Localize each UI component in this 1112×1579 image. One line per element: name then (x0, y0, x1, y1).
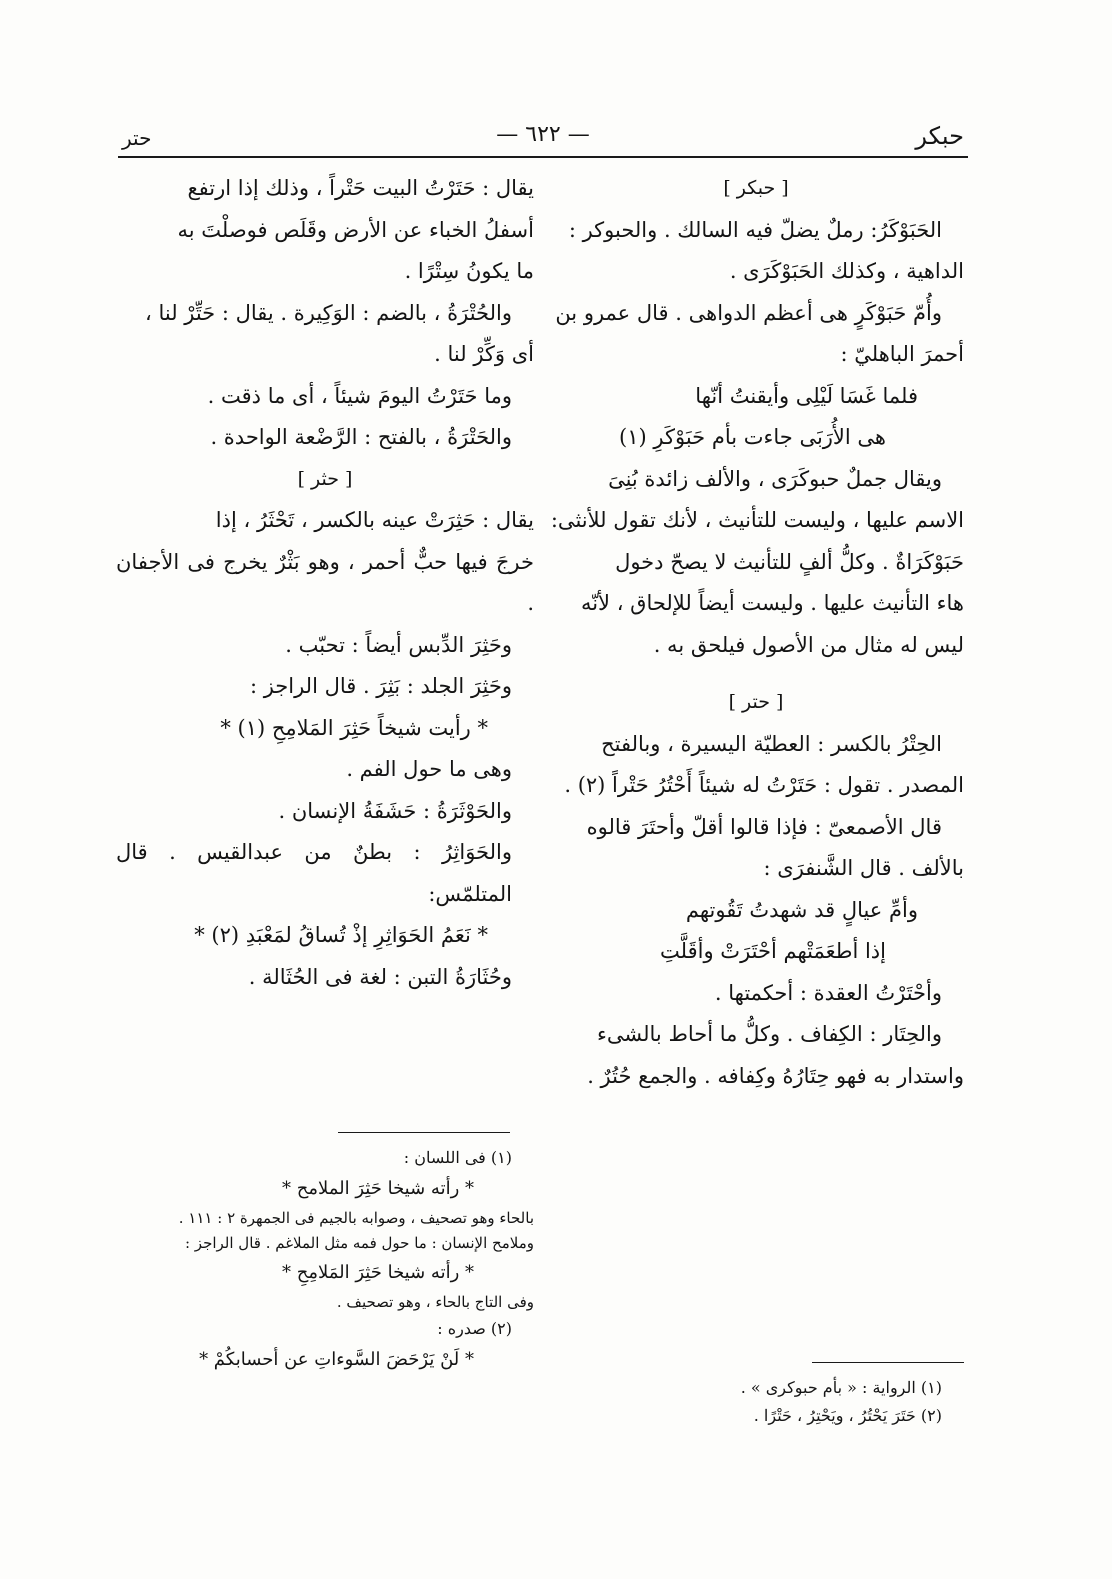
text-line: والحَتْرَةُ ، بالفتح : الرَّضْعة الواحدة . (210, 425, 512, 449)
text-line: وحَثِرَ الدِّبس أيضاً : تحبّب . (285, 632, 512, 657)
verse-line: * نَعَمُ الحَوَاثِرِ إذْ تُساقُ لمَعْبَدِ (٢) * (194, 923, 488, 947)
header-root-right: حبكر (915, 122, 964, 150)
verse-line: وأمِّ عيالٍ قد شهدتُ تَقُوتهم (685, 897, 918, 922)
footnote: (٢) صدره : (437, 1319, 512, 1338)
text-line: ليس له مثال من الأصول فيلحق به . (653, 632, 964, 657)
text-line: وهى ما حول الفم . (346, 757, 512, 781)
text-line: يقال : حَثِرَتْ عينه بالكسر ، تَحْثَرُ ، إذا (215, 508, 534, 532)
text-line: خرجَ فيها حبٌّ أحمر ، وهو بَثْرٌ يخرج فى الأجفان . (116, 549, 534, 615)
text-line: وأُمّ حَبَوْكَرٍ هى أعظم الدواهى . قال عمرو بن (555, 300, 942, 325)
footnotes-left (116, 1144, 534, 1377)
text-line: والحَوْثَرَةُ : حَشَفَةُ الإنسان . (278, 798, 512, 823)
text-line: قال الأصمعىّ : فإذا قالوا أقلّ وأحتَرَ قالوه (586, 814, 942, 839)
verse-line: * رأيت شيخاً حَثِرَ المَلامِحِ (١) * (220, 715, 488, 740)
entry-heading-hbkr: [ حبكر ] (723, 177, 789, 199)
text-line: والحَوَاثِرُ : بطنٌ من عبدالقيس . قال المتلمّس: (116, 840, 512, 906)
footnote-verse: * رأته شيخا حَثِرَ المَلامِحِ * (282, 1262, 474, 1283)
text-line: ما يكونُ سِتْرًا . (404, 259, 534, 283)
footnote-rule-right (812, 1362, 964, 1363)
running-header (122, 118, 964, 158)
text-line: حَبَوْكَرَاةٌ . وكلُّ ألفٍ للتأنيث لا يصحّ دخول (615, 549, 964, 574)
entry-heading-hthr: [ حثر ] (297, 467, 353, 490)
header-root-left: حتر (122, 126, 152, 150)
text-line: يقال : حَتَرْتُ البيت حَتْراً ، وذلك إذا ارتفع (187, 176, 534, 200)
text-line: بالألف . قال الشَّنفرَى : (763, 856, 964, 880)
text-line: الاسم عليها ، وليست للتأنيث ، لأنك تقول للأنثى: (550, 508, 964, 532)
text-line: ويقال جملٌ حبوكَرَى ، والألف زائدة بُنِىَ (608, 466, 942, 491)
text-line: والحِتَار : الكِفاف . وكلُّ ما أحاط بالشىء (597, 1022, 942, 1046)
text-line: أسفلُ الخباء عن الأرض وقَلَص فوصلْتَ به (177, 217, 534, 242)
footnote-verse: * لَنْ يَرْحَضَ السَّوءاتِ عن أحسابكُمْ * (199, 1349, 474, 1370)
footnote: (٢) حَتَرَ يَحْتُرُ ، ويَحْتِرُ ، حَتْرًا . (753, 1406, 942, 1425)
text-line: وأحْتَرْتُ العقدة : أحكمتها . (714, 980, 942, 1005)
footnote: (١) الرواية : « بأم حبوكرى » . (740, 1378, 942, 1397)
verse-line: إذا أطعَمَتْهم أحْتَرَتْ وأقَلَّتِ (660, 939, 886, 963)
text-line: وحَثِرَ الجلد : بَثِرَ . قال الراجز : (249, 674, 512, 698)
text-line: الحِتْرُ بالكسر : العطيّة اليسيرة ، وبالفتح (601, 731, 942, 756)
text-line: الحَبَوْكَرُ: رملٌ يضلّ فيه السالك . والحبوكر : (568, 217, 942, 242)
entry-heading-htr: [ حتر ] (728, 691, 784, 713)
page-number: — ٦٢٢ — (496, 122, 590, 147)
footnote-text: بالحاء وهو تصحيف ، وصوابه بالجيم فى الجمهرة ٢ : ١١١ . (178, 1209, 534, 1227)
text-line: هاء التأنيث عليها . وليست أيضاً للإلحاق ، لأنّه (580, 591, 964, 615)
footnote-rule-left (338, 1132, 510, 1133)
text-line: وما حَتَرْتُ اليومَ شيئاً ، أى ما ذقت . (207, 383, 512, 408)
text-line: الداهية ، وكذلك الحَبَوْكَرَى . (729, 259, 964, 283)
text-line: أحمرَ الباهليّ : (840, 342, 964, 366)
text-line: وحُثَارَةُ التبن : لغة فى الحُثَالة . (248, 964, 512, 989)
verse-line: فلما غَسَا لَيْلِى وأيقنتُ أنّها (695, 383, 918, 408)
text-line: والحُتْرَةُ ، بالضم : الوَكِيرة . يقال : حَتِّرْ لنا ، (145, 300, 512, 325)
right-column (548, 168, 964, 1097)
footnote-text: وملامح الإنسان : ما حول فمه مثل الملاغم . قال الراجز : (184, 1234, 534, 1252)
footnote-text: وفى التاج بالحاء ، وهو تصحيف . (336, 1293, 534, 1311)
footnotes-right (548, 1374, 964, 1430)
text-line: واستدار به فهو حِتَارُهُ وكِفافه . والجمع حُتُرٌ . (587, 1063, 964, 1088)
verse-line: هى الأُرَبَى جاءت بأم حَبَوْكَرِ (١) (619, 425, 886, 449)
text-line: المصدر . تقول : حَتَرْتُ له شيئاً أَحْتُرُ حَتْراً (٢) . (564, 773, 964, 797)
footnote: (١) فى اللسان : (403, 1148, 512, 1167)
text-line: أى وَكِّرْ لنا . (434, 342, 534, 366)
left-column (116, 168, 534, 998)
footnote-verse: * رأته شيخا حَثِرَ الملامح * (282, 1178, 474, 1199)
header-rule (118, 156, 968, 158)
